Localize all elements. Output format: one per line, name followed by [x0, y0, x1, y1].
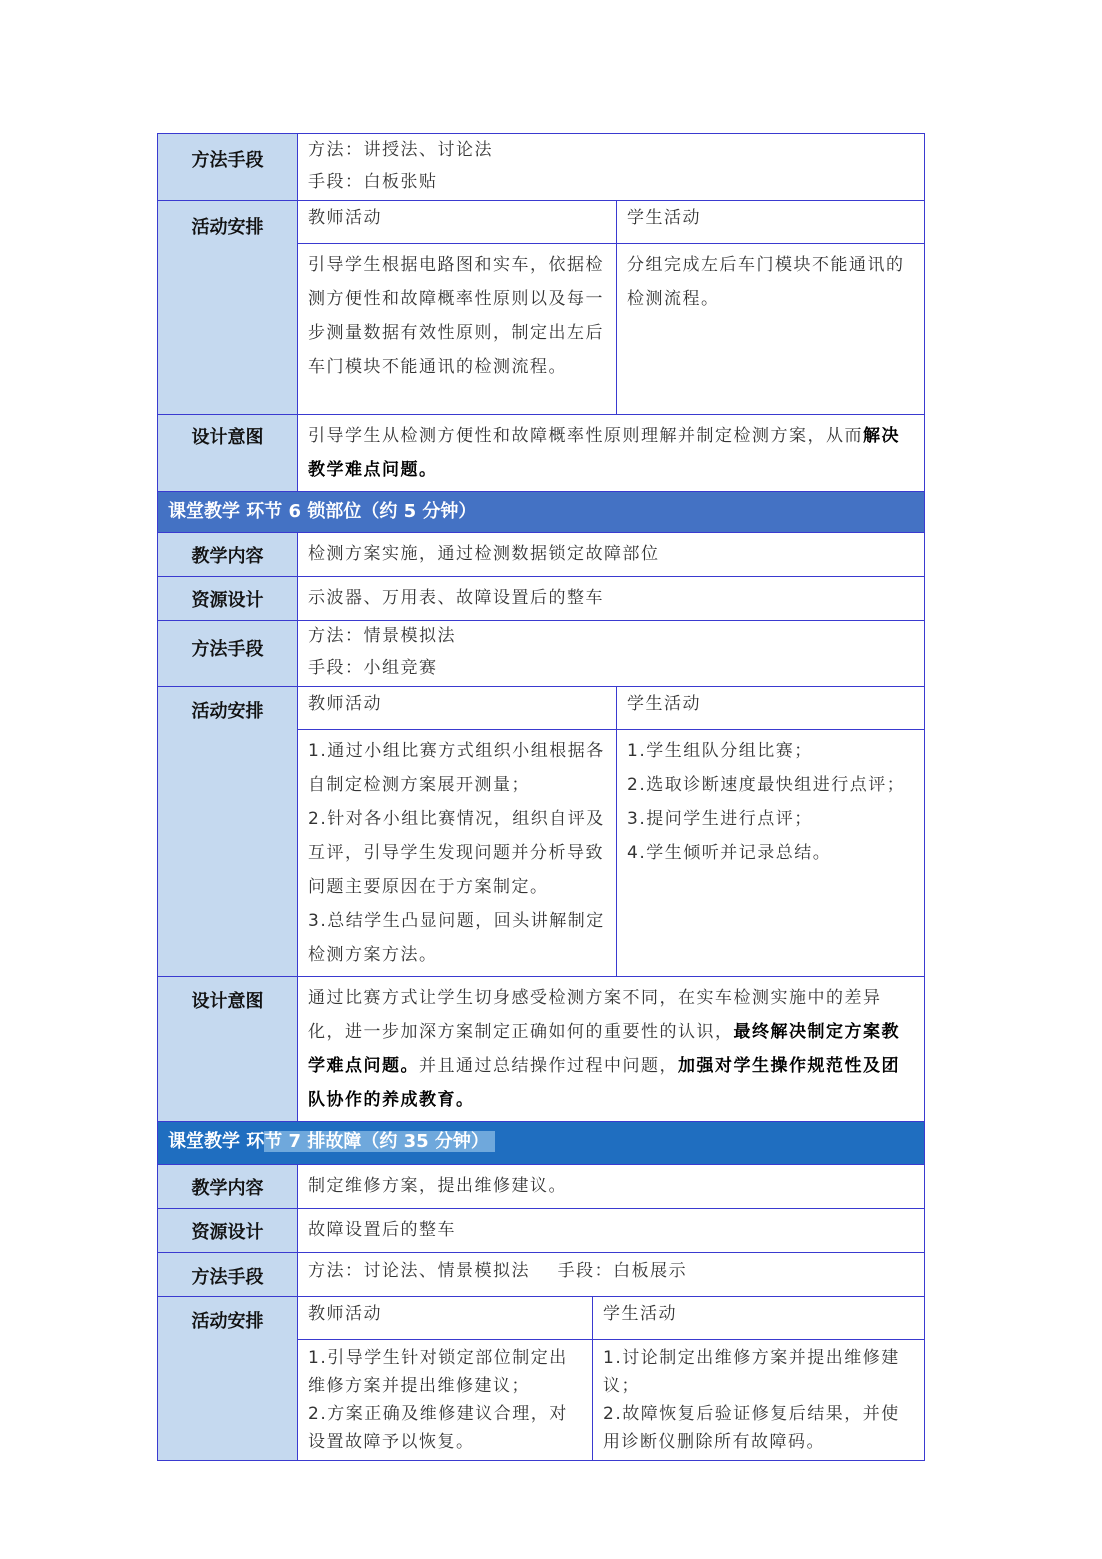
method-line2: 手段：白板张贴	[308, 172, 438, 192]
s6-teacher-header: 教师活动	[298, 687, 617, 730]
s7-resource-value-cell	[298, 1209, 925, 1253]
s6-content-label-cell	[158, 533, 298, 577]
s6-design-value-cell	[298, 977, 925, 1122]
s6-method-line2: 手段：小组竞赛	[308, 658, 438, 678]
s7-student-item: 2.故障恢复后验证修复后结果，并使用诊断仪删除所有故障码。	[603, 1404, 900, 1452]
s6-design-label-cell	[158, 977, 298, 1122]
s7-method-label-cell	[158, 1253, 298, 1297]
activity-label-cell	[158, 201, 298, 415]
s7-method-value-cell	[298, 1253, 925, 1297]
design-value-cell	[298, 415, 925, 492]
s7-activity-row	[158, 1297, 925, 1461]
section7-title-a: 课堂教学 环	[168, 1131, 265, 1152]
method-row	[158, 134, 925, 201]
section6-title: 课堂教学 环节 6 锁部位（约 5 分钟）	[158, 492, 925, 533]
s7-teacher-list	[298, 1340, 593, 1461]
section7-header-row	[158, 1122, 925, 1165]
design-text	[298, 415, 924, 491]
s6-student-item: 2.选取诊断速度最快组进行点评；	[627, 775, 906, 795]
s6-student-item: 4.学生倾听并记录总结。	[627, 843, 832, 863]
method-label-cell	[158, 134, 298, 201]
s6-design-plain1: 通过比赛方式让学生切身感受检测方案不同，在实车检测实施中的差异化，进一步加深方案制定正确如何的重要性的认识，	[308, 988, 882, 1042]
s6-method-label-cell	[158, 621, 298, 687]
student-activity-text: 分组完成左后车门模块不能通讯的检测流程。	[627, 255, 905, 309]
student-activity-header: 学生活动	[617, 201, 925, 244]
s7-content-text: 制定维修方案，提出维修建议。	[308, 1176, 567, 1196]
activity-value-cell	[298, 201, 925, 415]
s6-activity-label: 活动安排	[191, 701, 264, 722]
s7-resource-text: 故障设置后的整车	[308, 1220, 456, 1240]
s6-method-row	[158, 621, 925, 687]
s6-method-value-cell	[298, 621, 925, 687]
s6-content-row	[158, 533, 925, 577]
s6-student-list	[617, 730, 925, 977]
s6-resource-label-cell	[158, 577, 298, 621]
section7-title	[158, 1122, 925, 1165]
s6-activity-row	[158, 687, 925, 977]
s7-content-value-cell	[298, 1165, 925, 1209]
s6-design-plain2: 并且通过总结操作过程中问题，	[419, 1056, 678, 1076]
s6-design-text	[298, 977, 924, 1121]
s7-teacher-item: 1.引导学生针对锁定部位制定出维修方案并提出维修建议；	[308, 1348, 568, 1396]
s6-design-row	[158, 977, 925, 1122]
method-line1: 方法：讲授法、讨论法	[308, 140, 493, 160]
design-text-plain: 引导学生从检测方便性和故障概率性原则理解并制定检测方案，从而	[308, 426, 863, 446]
s7-student-header: 学生活动	[593, 1297, 925, 1340]
section6-header-row	[158, 492, 925, 533]
design-label-cell	[158, 415, 298, 492]
s7-student-item: 1.讨论制定出维修方案并提出维修建议；	[603, 1348, 900, 1396]
s7-method-row	[158, 1253, 925, 1297]
method-label: 方法手段	[191, 150, 264, 171]
s7-resource-label: 资源设计	[191, 1222, 264, 1243]
s7-content-label-cell	[158, 1165, 298, 1209]
s6-student-header: 学生活动	[617, 687, 925, 730]
s6-resource-text: 示波器、万用表、故障设置后的整车	[308, 588, 604, 608]
s6-activity-label-cell	[158, 687, 298, 977]
s6-resource-label: 资源设计	[191, 590, 264, 611]
method-value-cell	[298, 134, 925, 201]
s6-method-label: 方法手段	[191, 639, 264, 660]
activity-label: 活动安排	[191, 217, 264, 238]
s6-teacher-item: 2.针对各小组比赛情况，组织自评及互评，引导学生发现问题并分析导致问题主要原因在于方案制定。	[308, 809, 605, 897]
section7-title-b: 节 7 排故障（约 35 分钟）	[264, 1131, 495, 1152]
s6-activity-value-cell	[298, 687, 925, 977]
activity-row	[158, 201, 925, 415]
s6-teacher-item: 3.总结学生凸显问题，回头讲解制定检测方案方法。	[308, 911, 605, 965]
lesson-plan-table	[157, 133, 925, 1461]
s6-student-item: 3.提问学生进行点评；	[627, 809, 813, 829]
design-label: 设计意图	[191, 427, 264, 448]
s6-design-label: 设计意图	[191, 991, 264, 1012]
s6-resource-row	[158, 577, 925, 621]
s7-activity-label-cell	[158, 1297, 298, 1461]
s7-resource-row	[158, 1209, 925, 1253]
s7-method-label: 方法手段	[191, 1267, 264, 1288]
s6-content-label: 教学内容	[191, 546, 264, 567]
s6-method-line1: 方法：情景模拟法	[308, 626, 456, 646]
s6-resource-value-cell	[298, 577, 925, 621]
s6-teacher-item: 1.通过小组比赛方式组织小组根据各自制定检测方案展开测量；	[308, 741, 605, 795]
s6-design-bold1: 最终解决制定方案教学难点问题。	[308, 1022, 900, 1076]
s6-design-bold2: 加强对学生操作规范性及团队协作的养成教育。	[308, 1056, 900, 1110]
teacher-activity-header: 教师活动	[298, 201, 617, 244]
design-text-bold: 解决教学难点问题。	[308, 426, 900, 480]
s7-content-row	[158, 1165, 925, 1209]
s7-activity-label: 活动安排	[191, 1311, 264, 1332]
s7-teacher-item: 2.方案正确及维修建议合理，对设置故障予以恢复。	[308, 1404, 568, 1452]
s7-method-text: 方法：讨论法、情景模拟法 手段：白板展示	[308, 1261, 688, 1281]
s7-activity-value-cell	[298, 1297, 925, 1461]
s7-resource-label-cell	[158, 1209, 298, 1253]
s6-student-item: 1.学生组队分组比赛；	[627, 741, 813, 761]
s6-teacher-list	[298, 730, 617, 977]
s7-content-label: 教学内容	[191, 1178, 264, 1199]
s6-content-text: 检测方案实施，通过检测数据锁定故障部位	[308, 544, 660, 564]
teacher-activity-text: 引导学生根据电路图和实车，依据检测方便性和故障概率性原则以及每一步测量数据有效性原则，制定出左后车门模块不能通讯的检测流程。	[298, 244, 617, 415]
s7-teacher-header: 教师活动	[298, 1297, 593, 1340]
s6-content-value-cell	[298, 533, 925, 577]
s7-student-list	[593, 1340, 925, 1461]
design-row	[158, 415, 925, 492]
